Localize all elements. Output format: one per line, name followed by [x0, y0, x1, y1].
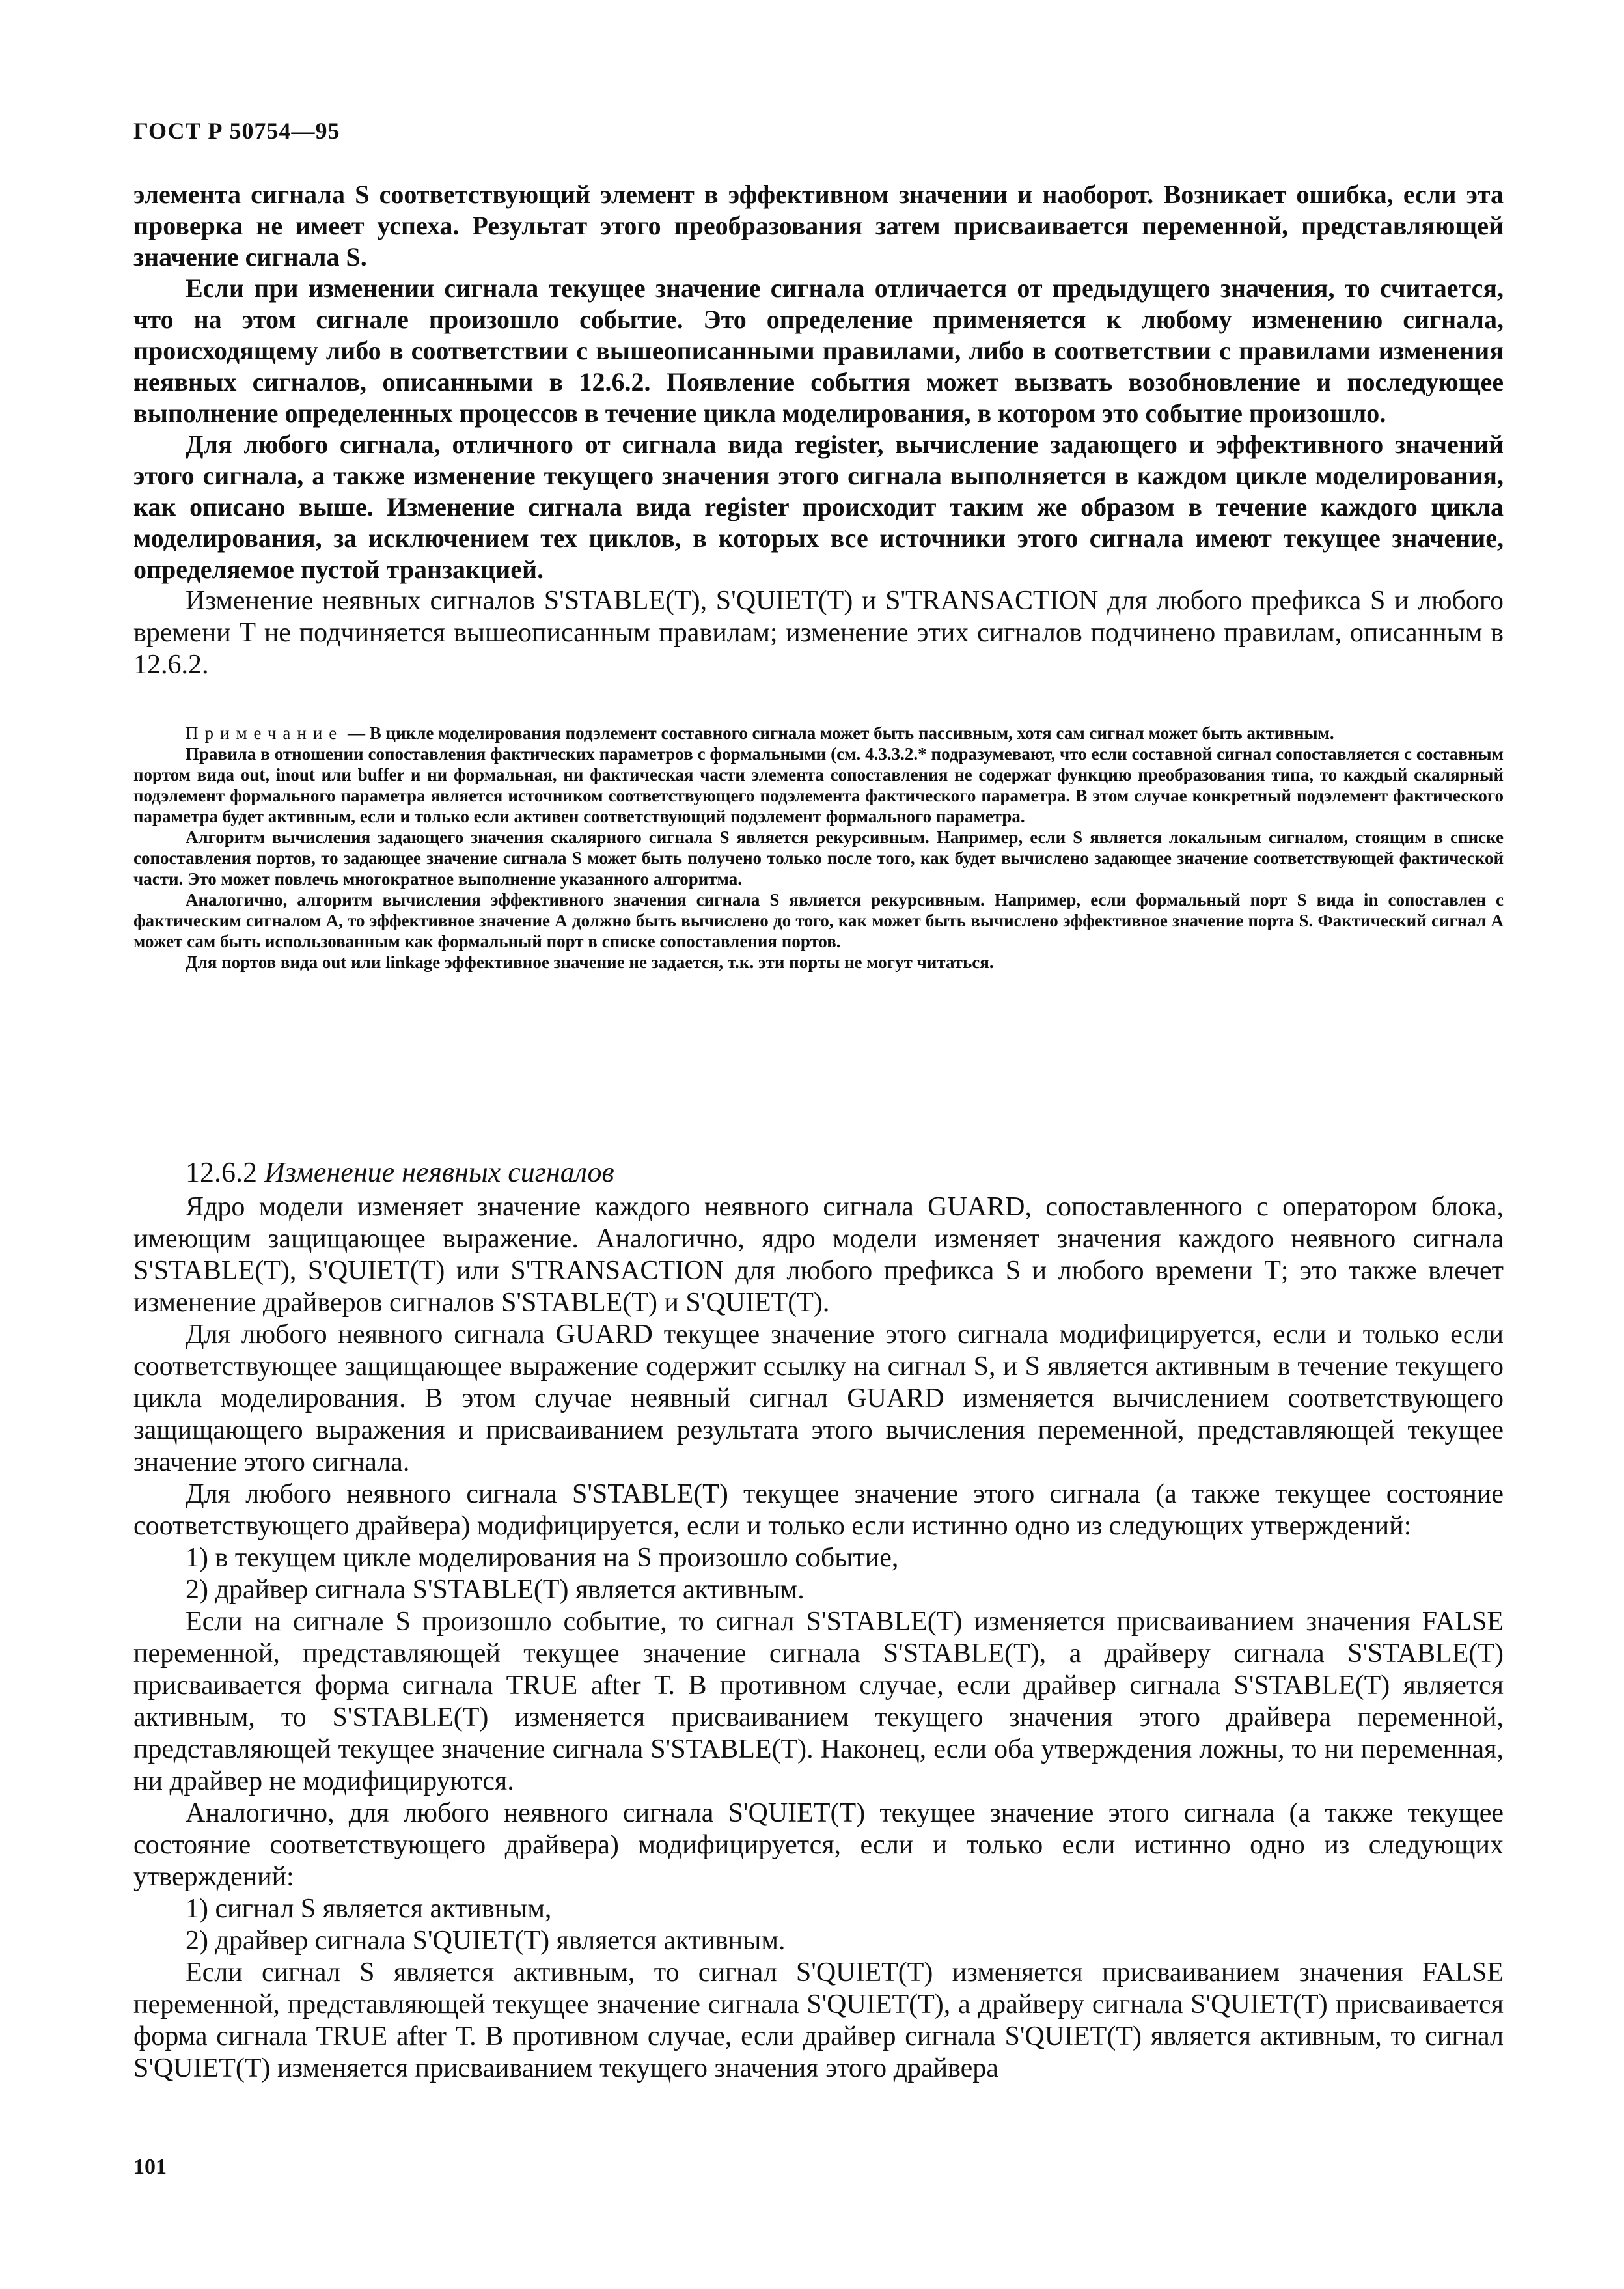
paragraph: Аналогично, для любого неявного сигнала S'QUIET(T) текущее значение этого сигнала (а также текущее состояние соответствующего драйвера) модифицируется, если и только если истинно одно из следующих утверждений: [133, 1798, 1504, 1892]
paragraph: Для любого неявного сигнала GUARD текущее значение этого сигнала модифицируется, если и только если соответствующее защищающее выражение содержит ссылку на сигнал S, и S является активным в течение текущего цикла моделирования. В этом случае неявный сигнал GUARD изменяется вычислением соответствующего защищающего выражения и присваиванием результата этого вычисления переменной, представляющей текущее значение этого сигнала. [133, 1320, 1504, 1477]
paragraph: Для любого сигнала, отличного от сигнала вида register, вычисление задающего и эффективного значений этого сигнала, а также изменение текущего значения этого сигнала выполняется в каждом цикле моделирования, как описано выше. Изменение сигнала вида register происходит таким же образом в течение каждого цикла моделирования, за исключением тех циклов, в которых все источники этого сигнала имеют текущее значение, определяемое пустой транзакцией. [133, 430, 1504, 584]
paragraph: Если сигнал S является активным, то сигнал S'QUIET(T) изменяется присваиванием значения FALSE переменной, представляющей текущее значение сигнала S'QUIET(T), а драйверу сигнала S'QUIET(T) присваивается форма сигнала TRUE after Т. В противном случае, если драйвер сигнала S'QUIET(T) является активным, то сигнал S'QUIET(T) изменяется присваиванием текущего значения этого драйвера [133, 1958, 1504, 2083]
section-title [133, 1156, 1504, 1189]
main-text-block-1 [133, 179, 1504, 681]
paragraph: Для любого неявного сигнала S'STABLE(T) текущее значение этого сигнала (а также текущее состояние соответствующего драйвера) модифицируется, если и только если истинно одно из следующих утверждений: [133, 1479, 1504, 1541]
paragraph: Если на сигнале S произошло событие, то сигнал S'STABLE(T) изменяется присваиванием значения FALSE переменной, представляющей текущее значение сигнала S'STABLE(T), а драйверу сигнала S'STABLE(T) присваивается форма сигнала TRUE after Т. В противном случае, если драйвер сигнала S'STABLE(T) является активным, то S'STABLE(T) изменяется присваиванием текущего значения этого драйвера переменной, представляющей текущее значение сигнала S'STABLE(T). Наконец, если оба утверждения ложны, то ни переменная, ни драйвер не модифицируются. [133, 1607, 1504, 1796]
section-heading [133, 1156, 1504, 1189]
paragraph: Если при изменении сигнала текущее значение сигнала отличается от предыдущего значения, то считается, что на этом сигнале произошло событие. Это определение применяется к любому изменению сигнала, происходящему либо в соответствии с вышеописанными правилами, либо в соответствии с правилами изменения неявных сигналов, описанными в 12.6.2. Появление события может вызвать возобновление и последующее выполнение определенных процессов в течение цикла моделирования, в котором это событие произошло. [133, 273, 1504, 428]
list-item: 1) сигнал S является активным, [186, 1894, 552, 1924]
note-item: Правила в отношении сопоставления фактических параметров с формальными (см. 4.3.3.2.* подразумевают, что если составной сигнал сопоставляется с составным портом вида out, inout или buffer и ни формальная, ни фактическая части элемента сопоставления не содержат функцию преобразования типа, то каждый скалярный подэлемент формального параметра является источником соответствующего подэлемента фактического параметра. В этом случае конкретный подэлемент фактического параметра будет активным, если и только если активен соответствующий подэлемент формального параметра. [133, 744, 1504, 826]
notes-block [133, 723, 1504, 973]
page-header: ГОСТ Р 50754—95 [133, 118, 340, 144]
note-label: Примечание [186, 723, 344, 743]
page-number: 101 [133, 2155, 167, 2179]
list-item: 2) драйвер сигнала S'QUIET(T) является активным. [186, 1926, 786, 1956]
paragraph: Ядро модели изменяет значение каждого неявного сигнала GUARD, сопоставленного с оператором блока, имеющим защищающее выражение. Аналогично, ядро модели изменяет значения каждого неявного сигнала S'STABLE(T), S'QUIET(T) или S'TRANSACTION для любого префикса S и любого времени Т; это также влечет изменение драйверов сигналов S'STABLE(T) и S'QUIET(T). [133, 1192, 1504, 1318]
main-text-block-2 [133, 1191, 1504, 2085]
note-text: — В цикле моделирования подэлемент составного сигнала может быть пассивным, хотя сам сигнал может быть активным. [343, 723, 1334, 743]
section-name: Изменение неявных сигналов [264, 1156, 614, 1188]
note-item: Аналогично, алгоритм вычисления эффективного значения сигнала S является рекурсивным. Например, если формальный порт S вида in сопоставлен с фактическим сигналом А, то эффективное значение А должно быть вычислено до того, как может быть вычислено эффективное значение порта S. Фактический сигнал А может сам быть использованным как формальный порт в списке сопоставления портов. [133, 890, 1504, 951]
note-first [133, 723, 1504, 743]
section-number: 12.6.2 [186, 1156, 257, 1188]
list-item: 2) драйвер сигнала S'STABLE(T) является активным. [186, 1575, 805, 1605]
note-item: Алгоритм вычисления задающего значения скалярного сигнала S является рекурсивным. Например, если S является локальным сигналом, стоящим в списке сопоставления портов, то задающее значение сигнала S может быть получено только после того, как будет вычислено задающее значение соответствующей фактической части. Это может повлечь многократное выполнение указанного алгоритма. [133, 827, 1504, 889]
note-item: Для портов вида out или linkage эффективное значение не задается, т.к. эти порты не могут читаться. [186, 952, 994, 972]
paragraph: Изменение неявных сигналов S'STABLE(T), S'QUIET(T) и S'TRANSACTION для любого префикса S и любого времени Т не подчиняется вышеописанным правилам; изменение этих сигналов подчинено правилам, описанным в 12.6.2. [133, 586, 1504, 680]
paragraph: элемента сигнала S соответствующий элемент в эффективном значении и наоборот. Возникает ошибка, если эта проверка не имеет успеха. Результат этого преобразования затем присваивается переменной, представляющей значение сигнала S. [133, 180, 1504, 271]
list-item: 1) в текущем цикле моделирования на S произошло событие, [186, 1543, 899, 1573]
